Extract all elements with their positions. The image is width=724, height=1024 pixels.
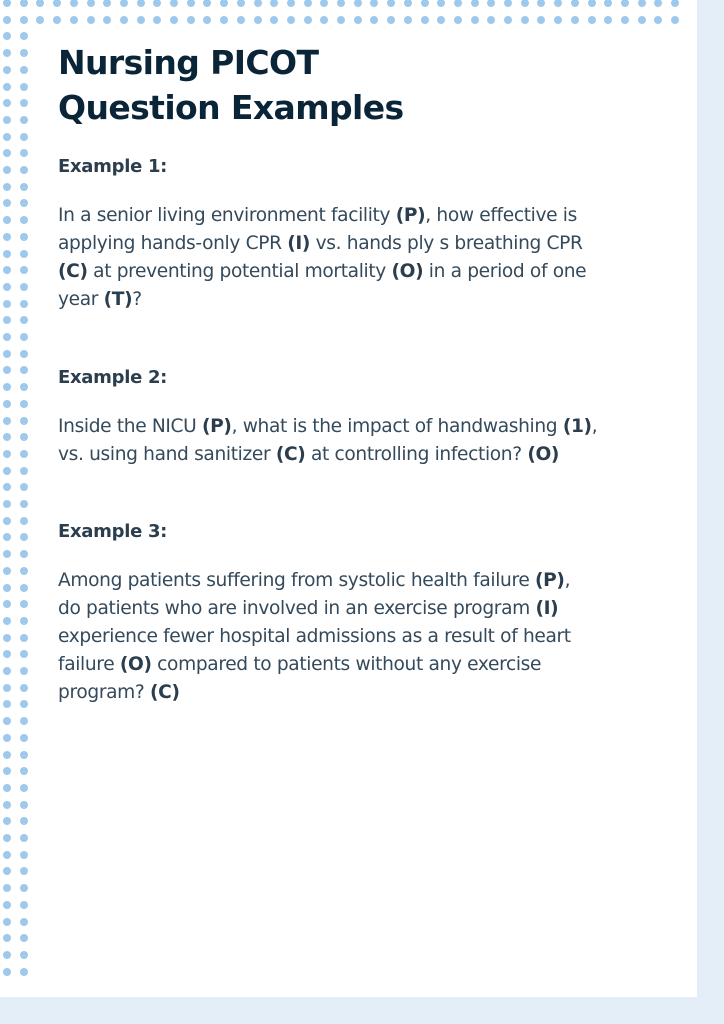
decorative-dot	[3, 316, 11, 324]
decorative-dot	[220, 16, 228, 24]
decorative-dot	[3, 801, 11, 809]
decorative-dot	[36, 16, 44, 24]
decorative-dot	[103, 16, 111, 24]
text-line	[58, 230, 688, 258]
decorative-dot	[20, 567, 28, 575]
picot-marker: (P)	[202, 416, 232, 437]
text-segment: vs. using hand sanitizer	[58, 444, 276, 465]
text-segment: , what is the impact of handwashing	[231, 416, 563, 437]
text-segment: , how effective is	[425, 205, 577, 226]
picot-marker: (O)	[527, 444, 560, 465]
text-segment: experience fewer hospital admissions as a result of heart	[58, 626, 571, 647]
picot-marker: (C)	[150, 682, 180, 703]
decorative-dot	[20, 233, 28, 241]
decorative-dot	[654, 16, 662, 24]
decorative-dot	[3, 600, 11, 608]
decorative-dot	[3, 149, 11, 157]
decorative-dot	[671, 0, 679, 7]
text-segment: failure	[58, 654, 120, 675]
decorative-dot	[20, 417, 28, 425]
decorative-dot	[3, 250, 11, 258]
decorative-dot	[170, 0, 178, 7]
decorative-dot	[3, 500, 11, 508]
picot-marker: (I)	[535, 598, 559, 619]
decorative-dot	[320, 16, 328, 24]
picot-marker: (C)	[275, 444, 306, 465]
decorative-dot	[588, 0, 596, 7]
decorative-dot	[20, 199, 28, 207]
decorative-dot	[20, 149, 28, 157]
example-2-text	[58, 413, 688, 469]
decorative-dot	[621, 16, 629, 24]
decorative-dot	[170, 16, 178, 24]
text-line	[58, 623, 688, 651]
decorative-dot	[20, 784, 28, 792]
title-line-1: Nursing PICOT	[58, 43, 319, 82]
decorative-dot	[36, 0, 44, 7]
example-1-heading: Example 1:	[58, 156, 168, 177]
decorative-dot	[287, 0, 295, 7]
decorative-dot	[521, 16, 529, 24]
decorative-dot	[20, 650, 28, 658]
text-line	[58, 567, 688, 595]
decorative-dot	[70, 0, 78, 7]
decorative-dot	[571, 16, 579, 24]
decorative-dot	[3, 16, 11, 24]
decorative-dot	[3, 66, 11, 74]
text-segment: in a period of one	[423, 261, 587, 282]
decorative-dot	[20, 717, 28, 725]
decorative-dot	[20, 817, 28, 825]
decorative-dot	[3, 734, 11, 742]
decorative-dot	[53, 0, 61, 7]
picot-marker: (P)	[395, 205, 426, 226]
decorative-dot	[3, 634, 11, 642]
text-segment: Among patients suffering from systolic health failure	[58, 570, 535, 591]
decorative-dot	[20, 517, 28, 525]
decorative-dot	[20, 350, 28, 358]
decorative-dot	[187, 16, 195, 24]
decorative-dot	[3, 283, 11, 291]
decorative-dot	[20, 300, 28, 308]
decorative-dot	[20, 751, 28, 759]
decorative-dot	[3, 567, 11, 575]
decorative-dot	[70, 16, 78, 24]
decorative-dot	[3, 884, 11, 892]
text-segment: at controlling infection?	[305, 444, 528, 465]
decorative-dot	[20, 49, 28, 57]
decorative-dot	[270, 0, 278, 7]
decorative-dot	[20, 500, 28, 508]
decorative-dot	[304, 16, 312, 24]
picot-marker: (T)	[103, 289, 133, 310]
decorative-dot	[20, 83, 28, 91]
decorative-dot	[270, 16, 278, 24]
decorative-dot	[20, 333, 28, 341]
decorative-dot	[20, 400, 28, 408]
decorative-dot	[3, 133, 11, 141]
decorative-dot	[3, 350, 11, 358]
decorative-dot	[537, 16, 545, 24]
decorative-dot	[20, 483, 28, 491]
decorative-dot	[588, 16, 596, 24]
decorative-dot	[20, 667, 28, 675]
decorative-dot	[3, 166, 11, 174]
decorative-dot	[304, 0, 312, 7]
decorative-dot	[504, 0, 512, 7]
decorative-dot	[454, 16, 462, 24]
decorative-dot	[354, 16, 362, 24]
decorative-dot	[187, 0, 195, 7]
decorative-dot	[20, 884, 28, 892]
decorative-dot	[654, 0, 662, 7]
decorative-dot	[3, 851, 11, 859]
decorative-dot	[471, 16, 479, 24]
text-segment: ?	[132, 289, 142, 310]
decorative-dot	[20, 283, 28, 291]
text-segment: In a senior living environment facility	[58, 205, 396, 226]
decorative-dot	[3, 266, 11, 274]
example-1-section	[58, 155, 688, 314]
decorative-dot	[354, 0, 362, 7]
text-line	[58, 441, 688, 469]
decorative-dot	[437, 0, 445, 7]
example-2-heading: Example 2:	[58, 367, 168, 388]
picot-marker: (1)	[562, 416, 592, 437]
text-segment: vs. hands ply s breathing CPR	[310, 233, 583, 254]
decorative-dot	[554, 0, 562, 7]
example-1-text	[58, 202, 688, 314]
decorative-dot	[20, 250, 28, 258]
decorative-dot	[3, 784, 11, 792]
decorative-dot	[287, 16, 295, 24]
text-line	[58, 595, 688, 623]
text-segment: compared to patients without any exercise	[151, 654, 542, 675]
decorative-dot	[20, 32, 28, 40]
decorative-dot	[621, 0, 629, 7]
picot-marker: (O)	[391, 261, 424, 282]
decorative-dot	[20, 584, 28, 592]
decorative-dot	[3, 700, 11, 708]
decorative-dot	[404, 0, 412, 7]
decorative-dot	[604, 0, 612, 7]
decorative-dot	[3, 400, 11, 408]
text-segment: ,	[564, 570, 571, 591]
decorative-dot	[103, 0, 111, 7]
decorative-dot	[3, 183, 11, 191]
decorative-dot	[3, 517, 11, 525]
decorative-dot	[3, 233, 11, 241]
decorative-dot	[20, 266, 28, 274]
decorative-dot	[421, 16, 429, 24]
decorative-dot	[20, 968, 28, 976]
decorative-dot	[3, 533, 11, 541]
decorative-dot	[3, 32, 11, 40]
decorative-dot	[3, 901, 11, 909]
decorative-dot	[20, 867, 28, 875]
decorative-dot	[20, 166, 28, 174]
decorative-dot	[370, 0, 378, 7]
decorative-dot	[421, 0, 429, 7]
decorative-dot	[20, 634, 28, 642]
decorative-dot	[3, 550, 11, 558]
text-segment: Inside the NICU	[58, 416, 202, 437]
text-segment: ,	[591, 416, 598, 437]
decorative-dot	[3, 116, 11, 124]
decorative-dot	[237, 16, 245, 24]
decorative-dot	[638, 16, 646, 24]
decorative-dot	[3, 450, 11, 458]
decorative-dot	[3, 934, 11, 942]
decorative-dot	[203, 16, 211, 24]
decorative-dot	[20, 99, 28, 107]
decorative-dot	[3, 49, 11, 57]
decorative-dot	[20, 767, 28, 775]
decorative-dot	[3, 83, 11, 91]
decorative-dot	[120, 0, 128, 7]
decorative-dot	[20, 216, 28, 224]
picot-marker: (P)	[535, 570, 565, 591]
decorative-dot	[504, 16, 512, 24]
decorative-dot	[20, 433, 28, 441]
text-segment: applying hands-only CPR	[58, 233, 288, 254]
text-segment: at preventing potential mortality	[87, 261, 392, 282]
decorative-dot	[20, 366, 28, 374]
example-2-section	[58, 366, 688, 469]
decorative-dot	[20, 450, 28, 458]
decorative-dot	[3, 467, 11, 475]
picot-marker: (O)	[119, 654, 152, 675]
decorative-dot	[203, 0, 211, 7]
decorative-dot	[20, 467, 28, 475]
decorative-dot	[3, 717, 11, 725]
decorative-dot	[3, 483, 11, 491]
decorative-dot	[3, 216, 11, 224]
decorative-dot	[237, 0, 245, 7]
decorative-dot	[387, 16, 395, 24]
decorative-dot	[387, 0, 395, 7]
example-3-section	[58, 520, 688, 707]
decorative-dot	[20, 617, 28, 625]
decorative-dot	[220, 0, 228, 7]
decorative-dot	[20, 700, 28, 708]
decorative-dot	[87, 0, 95, 7]
decorative-dot	[20, 734, 28, 742]
decorative-dot	[3, 300, 11, 308]
text-line	[58, 202, 688, 230]
decorative-dot	[3, 650, 11, 658]
decorative-dot	[20, 834, 28, 842]
text-line	[58, 651, 688, 679]
decorative-dot	[3, 968, 11, 976]
text-segment: do patients who are involved in an exercise program	[58, 598, 536, 619]
decorative-dot	[20, 533, 28, 541]
page-title	[58, 40, 404, 130]
text-line	[58, 413, 688, 441]
decorative-dot	[254, 0, 262, 7]
decorative-dot	[137, 0, 145, 7]
decorative-dot	[3, 199, 11, 207]
decorative-dot	[487, 0, 495, 7]
text-line	[58, 679, 688, 707]
decorative-dot	[554, 16, 562, 24]
decorative-dot	[137, 16, 145, 24]
decorative-dot	[20, 901, 28, 909]
decorative-dot	[3, 817, 11, 825]
decorative-dot	[20, 66, 28, 74]
text-line	[58, 258, 688, 286]
decorative-dot	[3, 767, 11, 775]
decorative-dot	[638, 0, 646, 7]
decorative-dot	[3, 333, 11, 341]
decorative-dot	[153, 0, 161, 7]
decorative-dot	[3, 617, 11, 625]
text-segment: year	[58, 289, 104, 310]
decorative-dot	[437, 16, 445, 24]
example-3-heading: Example 3:	[58, 521, 168, 542]
decorative-dot	[3, 667, 11, 675]
decorative-dot	[3, 867, 11, 875]
decorative-dot	[20, 116, 28, 124]
title-line-2: Question Examples	[58, 88, 404, 127]
decorative-dot	[254, 16, 262, 24]
decorative-dot	[20, 934, 28, 942]
decorative-dot	[3, 433, 11, 441]
decorative-dot	[454, 0, 462, 7]
decorative-dot	[3, 684, 11, 692]
decorative-dot	[20, 0, 28, 7]
decorative-dot	[20, 183, 28, 191]
decorative-dot	[3, 751, 11, 759]
decorative-dot	[3, 0, 11, 7]
decorative-dot	[20, 16, 28, 24]
decorative-dot	[370, 16, 378, 24]
decorative-dot	[337, 16, 345, 24]
decorative-dot	[3, 366, 11, 374]
decorative-dot	[320, 0, 328, 7]
text-line	[58, 286, 688, 314]
decorative-dot	[20, 550, 28, 558]
decorative-dot	[3, 918, 11, 926]
text-segment: program?	[58, 682, 150, 703]
decorative-dot	[153, 16, 161, 24]
decorative-dot	[337, 0, 345, 7]
decorative-dot	[521, 0, 529, 7]
picot-marker: (I)	[287, 233, 311, 254]
decorative-dot	[571, 0, 579, 7]
decorative-dot	[20, 600, 28, 608]
decorative-dot	[3, 834, 11, 842]
decorative-dot	[20, 383, 28, 391]
decorative-dot	[53, 16, 61, 24]
decorative-dot	[3, 383, 11, 391]
decorative-dot	[3, 951, 11, 959]
decorative-dot	[20, 801, 28, 809]
decorative-dot	[404, 16, 412, 24]
decorative-dot	[20, 951, 28, 959]
decorative-dot	[20, 316, 28, 324]
decorative-dot	[20, 851, 28, 859]
decorative-dot	[120, 16, 128, 24]
picot-marker: (C)	[58, 261, 88, 282]
decorative-dot	[3, 417, 11, 425]
decorative-dot	[3, 584, 11, 592]
decorative-dot	[20, 918, 28, 926]
decorative-dot	[471, 0, 479, 7]
decorative-dot	[20, 684, 28, 692]
decorative-dot	[87, 16, 95, 24]
decorative-dot	[671, 16, 679, 24]
decorative-dot	[604, 16, 612, 24]
decorative-dot	[20, 133, 28, 141]
decorative-dot	[487, 16, 495, 24]
decorative-dot	[537, 0, 545, 7]
example-3-text	[58, 567, 688, 707]
decorative-dot	[3, 99, 11, 107]
